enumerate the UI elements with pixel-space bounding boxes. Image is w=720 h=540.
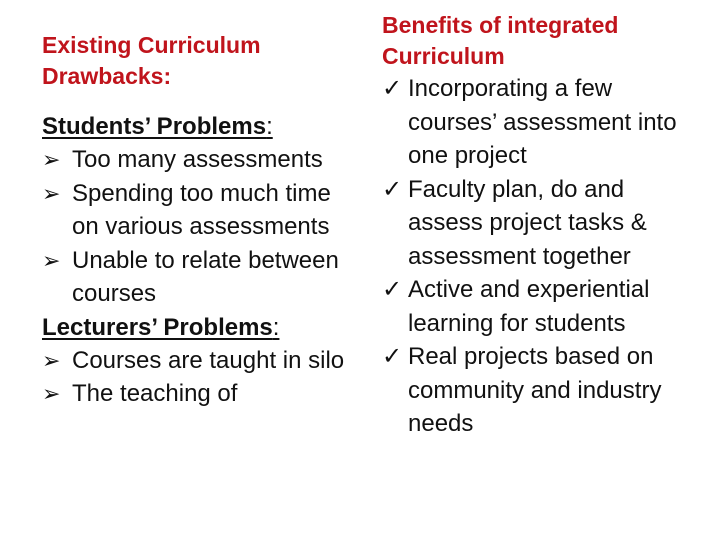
- benefits-list: [382, 72, 702, 441]
- check-mark-icon: ✓: [382, 276, 403, 303]
- arrow-bullet-icon: ➢: [42, 381, 61, 406]
- list-item-text: Spending too much time on various assessments: [72, 179, 331, 240]
- check-mark-icon: ✓: [382, 343, 403, 370]
- list-item-text: Too many assessments: [72, 146, 323, 173]
- check-mark-icon: ✓: [382, 175, 403, 203]
- lecturers-problems-title-text: Lecturers’ Problems: [42, 313, 273, 341]
- list-item-text: Real projects based on community and industry needs: [408, 343, 662, 437]
- list-item-text: Faculty plan, do and assess project tasks & assessment together: [408, 175, 647, 270]
- arrow-bullet-icon: ➢: [42, 247, 61, 273]
- check-mark-icon: ✓: [382, 75, 403, 102]
- list-item: [382, 173, 702, 274]
- students-problems-title: [42, 110, 352, 143]
- arrow-bullet-icon: ➢: [42, 147, 61, 172]
- benefits-column: [382, 10, 702, 441]
- list-item-text: The teaching of: [72, 380, 238, 407]
- list-item: [42, 177, 352, 244]
- list-item: [382, 273, 702, 340]
- lecturers-problems-list: [42, 344, 352, 411]
- list-item: [42, 244, 352, 311]
- list-item-text: Incorporating a few courses’ assessment into one project: [408, 75, 677, 169]
- students-problems-colon: :: [266, 113, 273, 140]
- list-item: [382, 72, 702, 173]
- list-item: [382, 340, 702, 441]
- lecturers-problems-title: [42, 311, 352, 344]
- arrow-bullet-icon: ➢: [42, 347, 61, 373]
- list-item-text: Active and experiential learning for students: [408, 276, 650, 337]
- list-item: [42, 143, 352, 177]
- drawbacks-heading: Existing Curriculum Drawbacks:: [42, 32, 261, 89]
- arrow-bullet-icon: ➢: [42, 180, 61, 206]
- students-problems-list: [42, 143, 352, 311]
- list-item-text: Unable to relate between courses: [72, 246, 339, 307]
- students-problems-title-text: Students’ Problems: [42, 113, 267, 140]
- drawbacks-column: [42, 30, 352, 411]
- list-item: [42, 344, 352, 378]
- lecturers-problems-colon: :: [272, 313, 280, 341]
- list-item: [42, 377, 352, 411]
- list-item-text: Courses are taught in silo: [72, 346, 345, 374]
- benefits-heading: Benefits of integrated Curriculum: [382, 12, 619, 69]
